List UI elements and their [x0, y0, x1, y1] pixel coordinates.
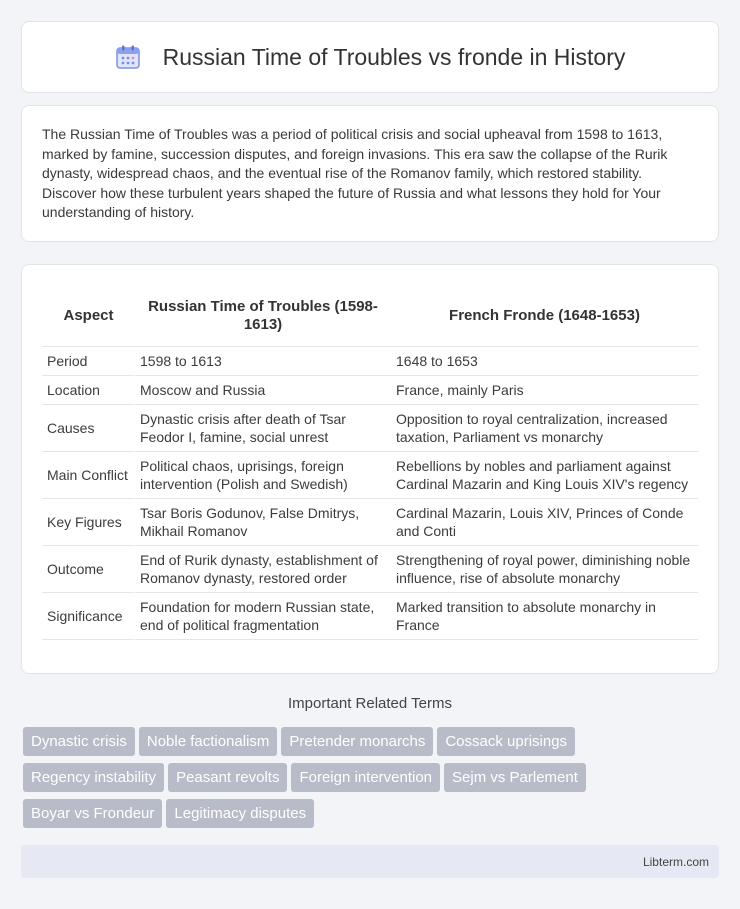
- cell-aspect: Location: [42, 376, 135, 405]
- cell-french: Marked transition to absolute monarchy in France: [391, 593, 698, 640]
- cell-russian: Tsar Boris Godunov, False Dmitrys, Mikhail Romanov: [135, 499, 391, 546]
- related-term-tag[interactable]: Sejm vs Parlement: [444, 763, 586, 792]
- title-card: [21, 21, 719, 93]
- related-term-tag[interactable]: Foreign intervention: [291, 763, 440, 792]
- table-header-row: [42, 285, 698, 347]
- cell-russian: 1598 to 1613: [135, 347, 391, 376]
- intro-card: [21, 105, 719, 242]
- cell-russian: Dynastic crisis after death of Tsar Feodor I, famine, social unrest: [135, 405, 391, 452]
- table-row: [42, 546, 698, 593]
- cell-aspect: Key Figures: [42, 499, 135, 546]
- cell-french: Cardinal Mazarin, Louis XIV, Princes of Conde and Conti: [391, 499, 698, 546]
- related-term-tag[interactable]: Dynastic crisis: [23, 727, 135, 756]
- intro-text: The Russian Time of Troubles was a period of political crisis and social upheaval from 1598 to 1613, marked by famine, succession disputes, and foreign invasions. This era saw the collapse of the Rurik dynasty, widespread chaos, and the eventual rise of the Romanov family, which restored stability. Discover how these turbulent years shaped the future of Russia and what lessons they hold for Your understanding of history.: [42, 126, 668, 220]
- table-body: [42, 347, 698, 640]
- table-row: [42, 347, 698, 376]
- related-term-tag[interactable]: Regency instability: [23, 763, 164, 792]
- cell-aspect: Outcome: [42, 546, 135, 593]
- cell-aspect: Period: [42, 347, 135, 376]
- cell-french: 1648 to 1653: [391, 347, 698, 376]
- related-term-tag[interactable]: Boyar vs Frondeur: [23, 799, 162, 828]
- related-terms-list: [23, 727, 723, 835]
- related-term-tag[interactable]: Peasant revolts: [168, 763, 287, 792]
- header-russian: Russian Time of Troubles (1598-1613): [135, 285, 391, 347]
- cell-french: Opposition to royal centralization, increased taxation, Parliament vs monarchy: [391, 405, 698, 452]
- calendar-icon: [115, 44, 141, 70]
- footer: [21, 845, 719, 878]
- header-aspect: Aspect: [42, 285, 135, 347]
- related-term-tag[interactable]: Legitimacy disputes: [166, 799, 314, 828]
- cell-french: France, mainly Paris: [391, 376, 698, 405]
- related-terms-title: Important Related Terms: [288, 695, 452, 712]
- table-row: [42, 593, 698, 640]
- cell-french: Strengthening of royal power, diminishing noble influence, rise of absolute monarchy: [391, 546, 698, 593]
- cell-russian: Foundation for modern Russian state, end of political fragmentation: [135, 593, 391, 640]
- related-term-tag[interactable]: Cossack uprisings: [437, 727, 575, 756]
- related-term-tag[interactable]: Pretender monarchs: [281, 727, 433, 756]
- cell-french: Rebellions by nobles and parliament against Cardinal Mazarin and King Louis XIV's regency: [391, 452, 698, 499]
- comparison-table: [42, 285, 698, 640]
- cell-aspect: Main Conflict: [42, 452, 135, 499]
- page-title: Russian Time of Troubles vs fronde in History: [162, 43, 626, 70]
- table-row: [42, 376, 698, 405]
- related-term-tag[interactable]: Noble factionalism: [139, 727, 278, 756]
- header-french: French Fronde (1648-1653): [391, 285, 698, 347]
- table-row: [42, 452, 698, 499]
- cell-russian: Moscow and Russia: [135, 376, 391, 405]
- comparison-table-card: [21, 264, 719, 674]
- cell-russian: Political chaos, uprisings, foreign intervention (Polish and Swedish): [135, 452, 391, 499]
- cell-aspect: Causes: [42, 405, 135, 452]
- cell-aspect: Significance: [42, 593, 135, 640]
- table-row: [42, 405, 698, 452]
- cell-russian: End of Rurik dynasty, establishment of Romanov dynasty, restored order: [135, 546, 391, 593]
- table-row: [42, 499, 698, 546]
- footer-brand[interactable]: Libterm.com: [642, 855, 709, 869]
